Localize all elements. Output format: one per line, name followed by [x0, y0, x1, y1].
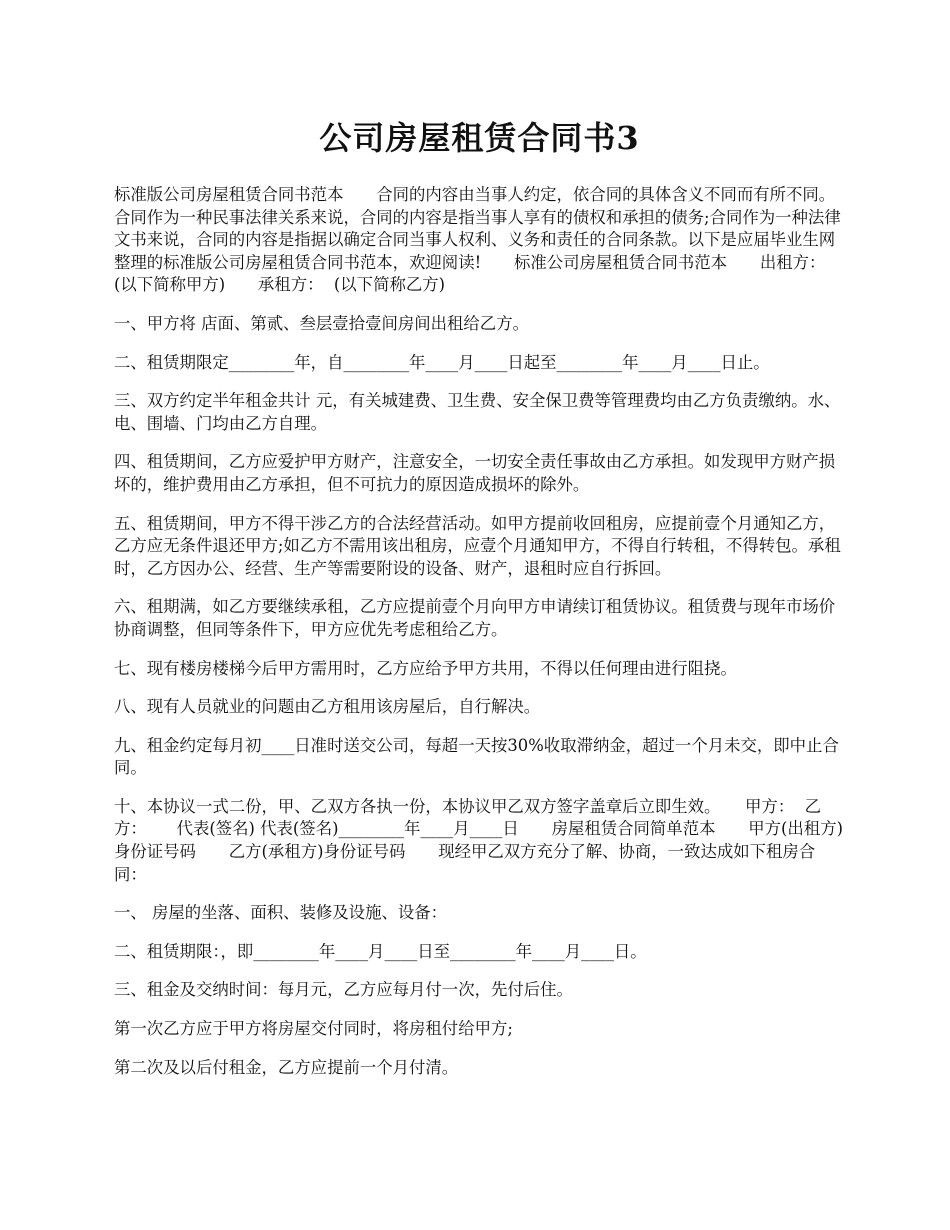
clause-4: 四、租赁期间，乙方应爱护甲方财产，注意安全，一切安全责任事故由乙方承担。如发现甲方财产损坏的，维护费用由乙方承担，但不可抗力的原因造成损坏的除外。: [114, 452, 836, 494]
document-title: 公司房屋租赁合同书3: [319, 119, 640, 157]
clause-1: 一、甲方将 店面、第贰、叁层壹拾壹间房间出租给乙方。: [114, 313, 529, 333]
clause-2: 二、租赁期限定________年，自________年____月____日起至________年____月____日止。: [114, 352, 770, 372]
template-clause-1: 一、 房屋的坐落、面积、装修及设施、设备：: [114, 903, 448, 923]
clause-8: 八、现有人员就业的问题由乙方租用该房屋后，自行解决。: [114, 697, 541, 717]
clause-6: 六、租期满，如乙方要继续承租，乙方应提前壹个月向甲方申请续订租赁协议。租赁费与现年市场价协商调整，但同等条件下，甲方应优先考虑租给乙方。: [114, 597, 836, 639]
template-clause-3: 三、租金及交纳时间：每月元，乙方应每月付一次，先付后住。: [114, 980, 573, 1000]
first-payment-note: 第一次乙方应于甲方将房屋交付同时，将房租付给甲方;: [114, 1019, 513, 1039]
intro-paragraph: 标准版公司房屋租赁合同书范本 合同的内容由当事人约定，依合同的具体含义不同而有所不同。合同作为一种民事法律关系来说，合同的内容是指当事人享有的债权和承担的债务;合同作为一种法律文书来说，合同的内容是指据以确定合同当事人权利、义务和责任的合同条款。以下是应届毕业生网整理的标准版公司房屋租赁合同书范本，欢迎阅读! 标准公司房屋租赁合同书范本 出租方： (以下简称甲方) 承租方： (以下简称乙方): [114, 185, 841, 295]
subsequent-payment-note: 第二次及以后付租金，乙方应提前一个月付清。: [114, 1057, 459, 1077]
clause-7: 七、现有楼房楼梯今后甲方需用时，乙方应给予甲方共用，不得以任何理由进行阻挠。: [114, 658, 737, 678]
document-body: [114, 184, 845, 1079]
clause-3: 三、双方约定半年租金共计 元，有关城建费、卫生费、安全保卫费等管理费均由乙方负责缴纳。水、电、围墙、门均由乙方自理。: [114, 391, 841, 433]
clause-10-and-simple-template: 十、本协议一式二份，甲、乙双方各执一份，本协议甲乙双方签字盖章后立即生效。 甲方： 乙方： 代表(签名) 代表(签名)________年____月____日 房屋租赁合同简单范本 甲方(出租方)身份证号码 乙方(承租方)身份证号码 现经甲乙双方充分了解、协商，一致达成如下租房合同：: [114, 796, 843, 884]
clause-5: 五、租赁期间，甲方不得干涉乙方的合法经营活动。如甲方提前收回租房，应提前壹个月通知乙方，乙方应无条件退还甲方;如乙方不需用该出租房，应壹个月通知甲方，不得自行转租，不得转包。承租时，乙方因办公、经营、生产等需要附设的设备、财产，退租时应自行拆回。: [114, 513, 841, 578]
template-clause-2: 二、租赁期限：，即________年____月____日至________年____月____日。: [114, 941, 647, 961]
clause-9: 九、租金约定每月初____日准时送交公司，每超一天按30%收取滞纳金，超过一个月未交，即中止合同。: [114, 735, 839, 778]
